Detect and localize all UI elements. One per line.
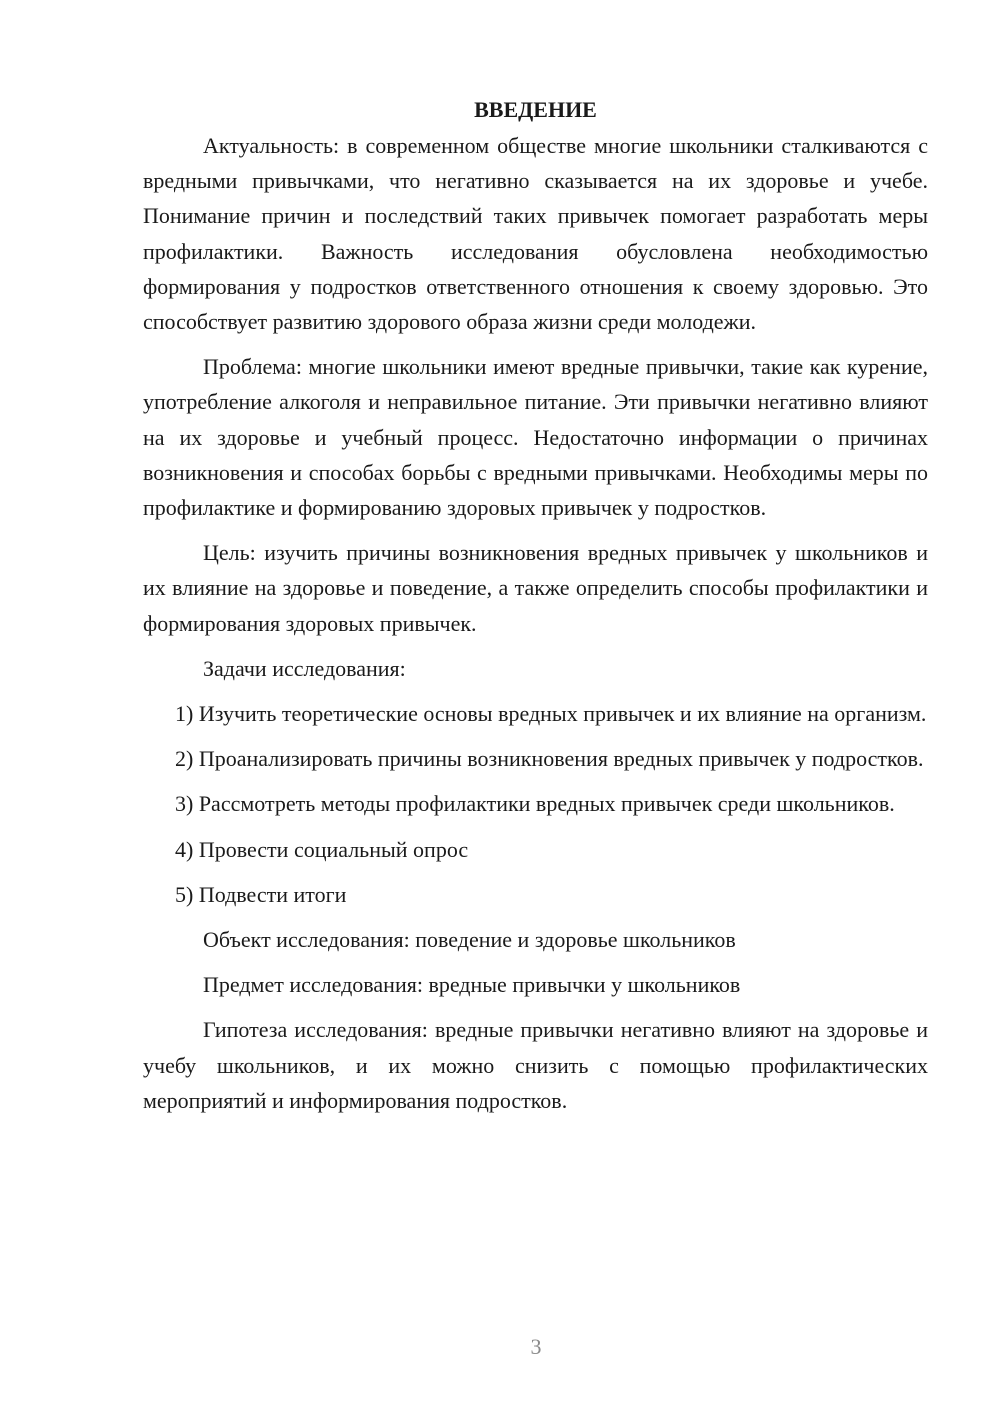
list-item: 2) Проанализировать причины возникновения вредных привычек у подростков. <box>175 746 924 772</box>
document-page <box>143 92 928 1128</box>
list-item: 3) Рассмотреть методы профилактики вредных привычек среди школьников. <box>175 791 895 817</box>
goal-paragraph: Цель: изучить причины возникновения вредных привычек у школьников и их влияние на здоровье и поведение, а также определить способы профилактики и формирования здоровых привычек. <box>143 540 928 636</box>
problem-paragraph: Проблема: многие школьники имеют вредные привычки, такие как курение, употребление алкоголя и неправильное питание. Эти привычки негативно влияют на их здоровье и учебный процесс. Недостаточно информации о причинах возникновения и способах борьбы с вредными привычками. Необходимы меры по профилактике и формированию здоровых привычек у подростков. <box>143 354 928 521</box>
research-object: Объект исследования: поведение и здоровье школьников <box>203 927 736 953</box>
tasks-heading: Задачи исследования: <box>203 655 406 681</box>
hypothesis-paragraph: Гипотеза исследования: вредные привычки негативно влияют на здоровье и учебу школьников, и их можно снизить с помощью профилактических мероприятий и информирования подростков. <box>143 1017 928 1113</box>
tasks-list <box>143 696 928 912</box>
list-item: 1) Изучить теоретические основы вредных привычек и их влияние на организм. <box>175 701 927 727</box>
document-title: ВВЕДЕНИЕ <box>474 97 597 122</box>
research-subject: Предмет исследования: вредные привычки у школьников <box>203 972 741 998</box>
list-item: 5) Подвести итоги <box>175 881 347 907</box>
list-item: 4) Провести социальный опрос <box>175 836 469 862</box>
page-number: 3 <box>530 1334 542 1359</box>
relevance-paragraph: Актуальность: в современном обществе многие школьники сталкиваются с вредными привычками, что негативно сказывается на их здоровье и учебе. Понимание причин и последствий таких привычек помогает разработать меры профилактики. Важность исследования обусловлена необходимостью формирования у подростков ответственного отношения к своему здоровью. Это способствует развитию здорового образа жизни среди молодежи. <box>143 133 928 335</box>
